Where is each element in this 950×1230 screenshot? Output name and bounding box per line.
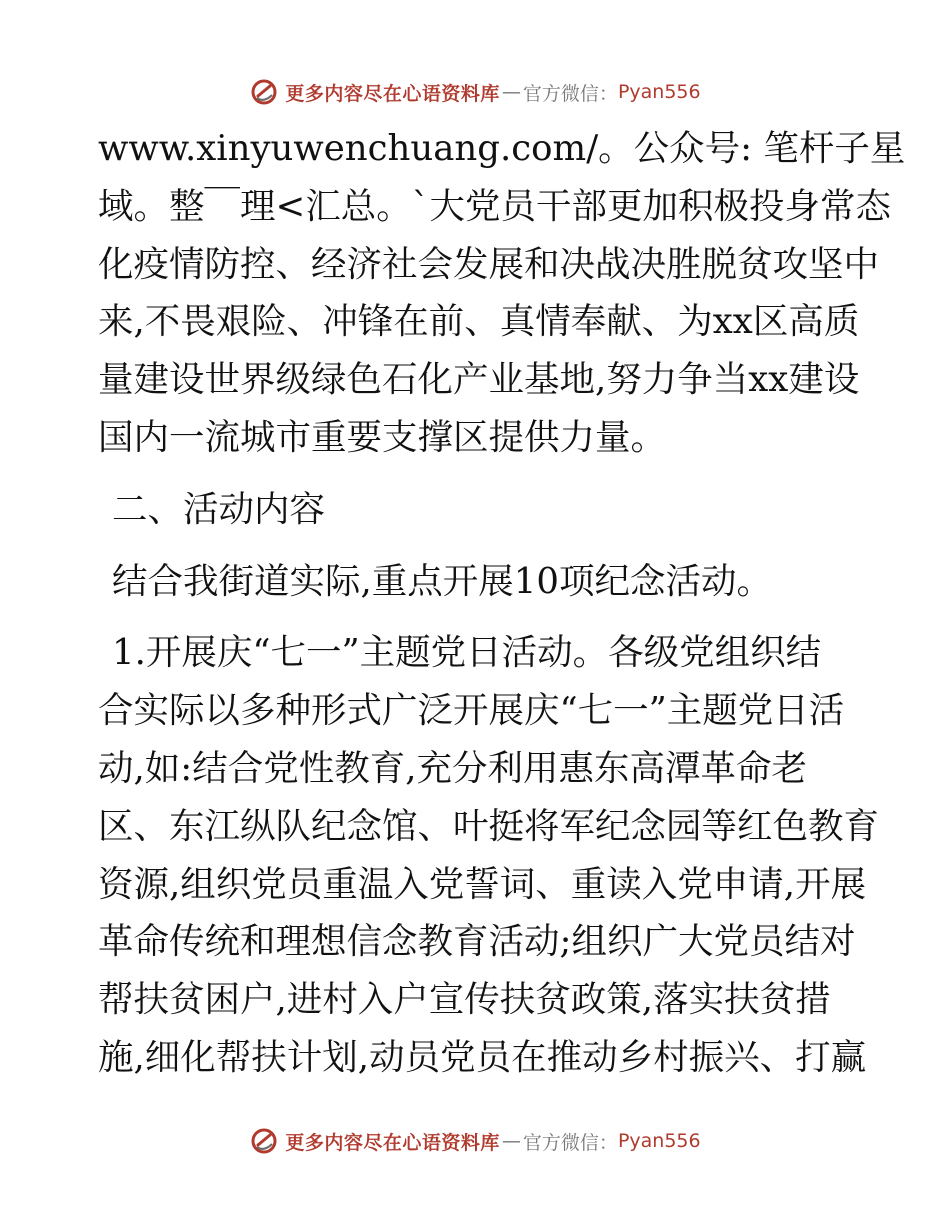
banner-wechat-id: Pyan556 xyxy=(617,81,701,103)
library-logo-icon xyxy=(249,77,279,107)
intro-line: 结合我街道实际,重点开展10项纪念活动。 xyxy=(112,560,772,602)
banner-wechat-label: 官方微信： xyxy=(522,82,618,105)
footer-banner xyxy=(0,1121,950,1161)
item-line: 动,如:结合党性教育,充分利用惠东高潭革命老 xyxy=(98,747,808,789)
item-line: 区、东江纵队纪念馆、叶挺将军纪念园等红色教育 xyxy=(98,805,880,847)
item-line: 资源,组织党员重温入党誓词、重读入党申请,开展 xyxy=(98,863,867,905)
item-line: 施,细化帮扶计划,动员党员在推动乡村振兴、打赢 xyxy=(98,1036,867,1078)
item-line: 革命传统和理想信念教育活动;组织广大党员结对 xyxy=(98,921,856,963)
library-logo-icon xyxy=(249,1126,279,1156)
banner-title: 更多内容尽在心语资料库 xyxy=(285,82,500,105)
document-body xyxy=(98,120,906,1087)
paragraph-line: 化疫情防控、经济社会发展和决战决胜脱贫攻坚中 xyxy=(98,243,880,285)
paragraph-line: 域。整￣理<汇总。`大党员干部更加积极投身常态 xyxy=(98,185,891,227)
item-line: 帮扶贫困户,进村入户宣传扶贫政策,落实扶贫措 xyxy=(98,979,831,1021)
paragraph-line: 国内一流城市重要支撑区提供力量。 xyxy=(98,416,667,458)
section-heading: 二、活动内容 xyxy=(112,488,326,530)
paragraph-line: www.xinyuwenchuang.com/。公众号: 笔杆子星 xyxy=(98,128,906,169)
banner-title: 更多内容尽在心语资料库 xyxy=(285,1131,500,1154)
banner-dash: — xyxy=(501,81,521,103)
item-line: 合实际以多种形式广泛开展庆“七一”主题党日活 xyxy=(98,690,845,732)
header-banner xyxy=(0,72,950,112)
banner-wechat-label: 官方微信： xyxy=(522,1131,618,1154)
item-line: 1.开展庆“七一”主题党日活动。各级党组织结 xyxy=(112,632,822,674)
paragraph-line: 量建设世界级绿色石化产业基地,努力争当xx建设 xyxy=(98,359,860,401)
banner-wechat-id: Pyan556 xyxy=(617,1130,701,1152)
paragraph-line: 来,不畏艰险、冲锋在前、真情奉献、为xx区高质 xyxy=(98,301,860,343)
banner-dash: — xyxy=(501,1130,521,1152)
